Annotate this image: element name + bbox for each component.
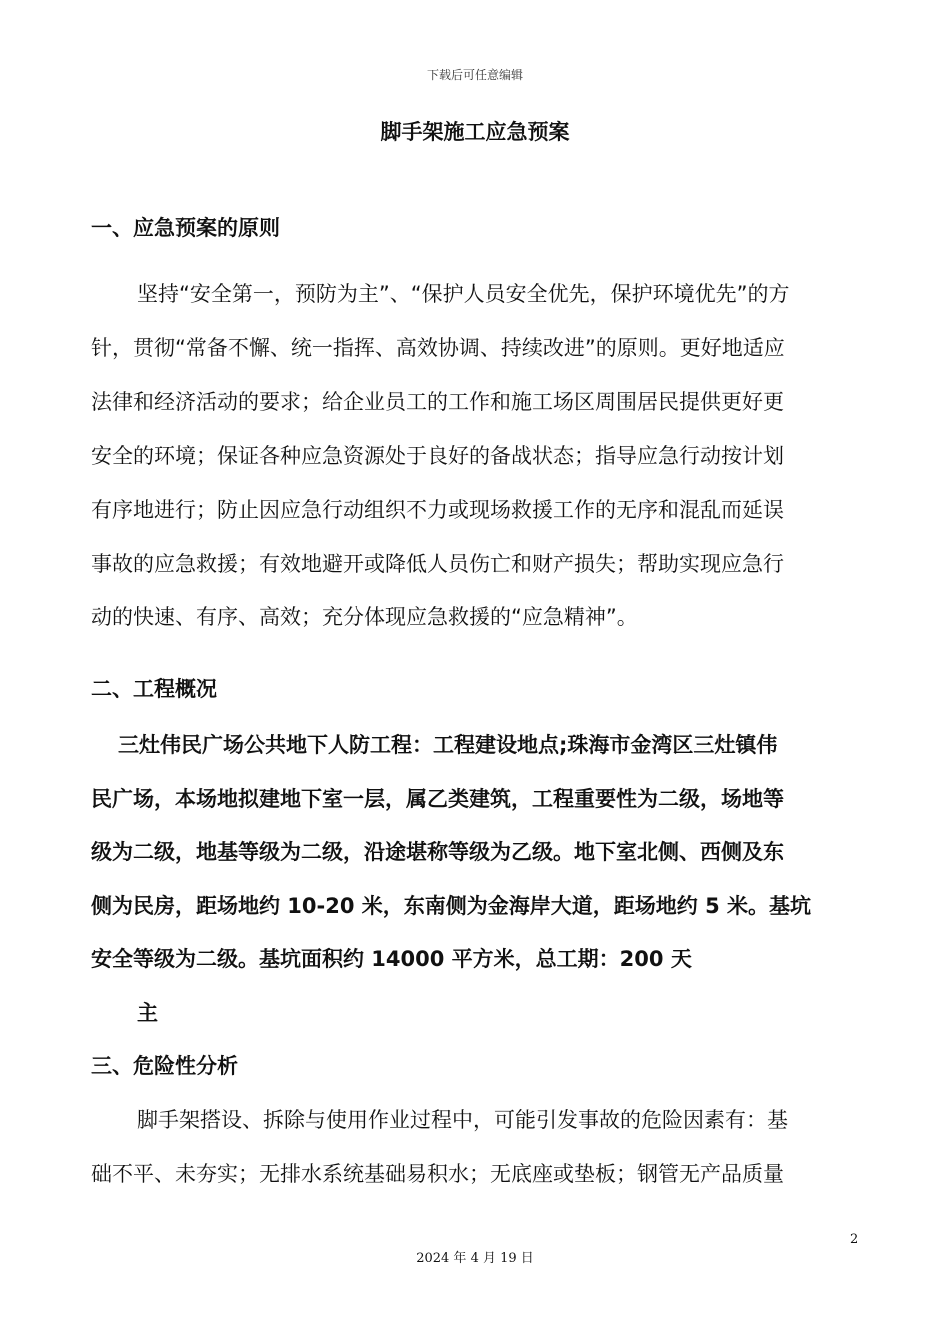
page-number: 2 — [850, 1232, 859, 1247]
paragraph-line: 法律和经济活动的要求；给企业员工的工作和施工场区周围居民提供更好更 — [91, 390, 784, 414]
paragraph-line: 动的快速、有序、高效；充分体现应急救援的“应急精神”。 — [91, 605, 638, 629]
paragraph-line: 坚持“安全第一，预防为主”、“保护人员安全优先，保护环境优先”的方 — [137, 282, 790, 306]
paragraph-line: 脚手架搭设、拆除与使用作业过程中，可能引发事故的危险因素有：基 — [137, 1108, 788, 1132]
paragraph-line: 安全的环境；保证各种应急资源处于良好的备战状态；指导应急行动按计划 — [91, 444, 784, 468]
paragraph-line: 安全等级为二级。基坑面积约 14000 平方米，总工期：200 天 — [91, 947, 692, 971]
section-heading-principles: 一、应急预案的原则 — [91, 216, 280, 240]
paragraph-line: 级为二级，地基等级为二级，沿途堪称等级为乙级。地下室北侧、西侧及东 — [91, 840, 784, 864]
section-heading-overview: 二、工程概况 — [91, 677, 217, 701]
section-heading-hazard-analysis: 三、危险性分析 — [91, 1054, 238, 1078]
paragraph-line: 针，贯彻“常备不懈、统一指挥、高效协调、持续改进”的原则。更好地适应 — [91, 336, 785, 360]
paragraph-line: 础不平、未夯实；无排水系统基础易积水；无底座或垫板；钢管无产品质量 — [91, 1162, 784, 1186]
paragraph-line: 主 — [137, 1001, 158, 1025]
paragraph-line: 侧为民房，距场地约 10-20 米，东南侧为金海岸大道，距场地约 5 米。基坑 — [91, 894, 812, 918]
paragraph-line: 三灶伟民广场公共地下人防工程：工程建设地点;珠海市金湾区三灶镇伟 — [118, 733, 778, 757]
document-title: 脚手架施工应急预案 — [380, 120, 570, 144]
paragraph-line: 事故的应急救援；有效地避开或降低人员伤亡和财产损失；帮助实现应急行 — [91, 552, 784, 576]
footer-date: 2024 年 4 月 19 日 — [416, 1251, 534, 1266]
header-note: 下载后可任意编辑 — [426, 68, 523, 82]
paragraph-line: 有序地进行；防止因应急行动组织不力或现场救援工作的无序和混乱而延误 — [91, 498, 784, 522]
paragraph-line: 民广场，本场地拟建地下室一层，属乙类建筑，工程重要性为二级，场地等 — [91, 787, 784, 811]
